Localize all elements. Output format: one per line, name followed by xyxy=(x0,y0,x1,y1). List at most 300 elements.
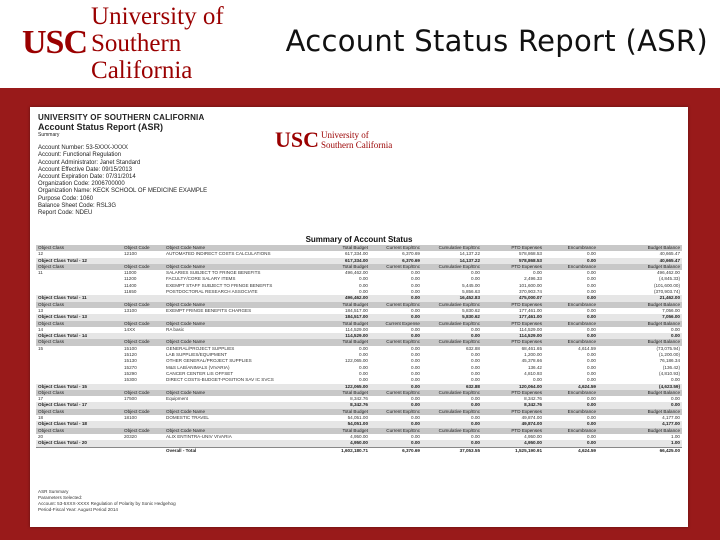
table-cell: POSTDOCTORAL RESEARCH ASSOCIATE xyxy=(166,289,258,295)
table-cell: Cumulative Exp/Enc xyxy=(422,409,482,415)
table-cell: Current Exp/Enc xyxy=(370,302,422,308)
table-cell: 136.42 xyxy=(527,364,542,370)
table-cell: Object Class xyxy=(36,302,122,308)
table-cell: 0.00 xyxy=(411,345,420,351)
table-cell: Total Budget xyxy=(314,409,370,415)
table-cell: 14 xyxy=(38,326,44,332)
slide-header xyxy=(0,0,720,88)
table-cell xyxy=(36,447,122,454)
table-cell: 0.00 xyxy=(471,415,480,421)
table-cell: Budget Balance xyxy=(598,390,682,396)
account-status-table xyxy=(36,245,682,454)
table-cell: 1.00 xyxy=(598,440,682,447)
table-cell: DIRECT COSTS-BUDGET-POSITION SAV IC SVCS xyxy=(166,377,274,383)
account-meta-line: Account: Functional Regulation xyxy=(38,152,122,159)
table-cell: 40,665.47 xyxy=(598,258,682,264)
table-cell: 8,342.76 xyxy=(482,402,544,408)
table-cell: Encumbrance xyxy=(544,409,598,415)
table-cell: 0.00 xyxy=(471,433,480,439)
table-cell: 0.00 xyxy=(587,352,596,358)
table-cell: 66,425.00 xyxy=(598,447,682,454)
table-cell: PTD Expenses xyxy=(482,321,544,327)
summary-title: Summary of Account Status xyxy=(305,235,413,244)
table-column-header-row xyxy=(36,339,682,345)
table-cell xyxy=(122,440,164,447)
table-cell: 0.00 xyxy=(359,352,368,358)
table-cell: 0.00 xyxy=(471,352,480,358)
table-cell: 0.00 xyxy=(411,358,420,364)
table-cell: 617,334.00 xyxy=(345,251,368,257)
table-cell: 122,065.00 xyxy=(314,384,370,390)
table-cell: Object Code Name xyxy=(164,321,314,327)
table-cell: 15300 xyxy=(124,377,137,383)
table-cell: AUTOMATED INDIRECT COSTS CALCULATIONS xyxy=(166,251,271,257)
table-cell: Object Class xyxy=(36,264,122,270)
table-cell: 8,342.76 xyxy=(350,396,368,402)
table-cell: Object Code Name xyxy=(164,390,314,396)
table-cell: 4,614.59 xyxy=(578,345,596,351)
column-header: PTD Expenses xyxy=(482,245,544,251)
table-cell: 0.00 xyxy=(359,370,368,376)
table-cell: Object Class Total - 14 xyxy=(36,333,122,339)
table-cell: 0.00 xyxy=(671,326,680,332)
table-cell: 0.00 xyxy=(587,396,596,402)
table-cell: FACULTY/CORE SALARY ITEMS xyxy=(166,276,236,282)
table-cell: Object Code Name xyxy=(164,428,314,434)
logo-line-2: Southern California xyxy=(91,29,193,84)
usc-logo-mark: USC xyxy=(22,24,88,61)
account-meta-line: Account Number: 53-5XXX-XXXX xyxy=(38,145,129,152)
table-cell: 496,462.00 xyxy=(345,270,368,276)
table-cell: Budget Balance xyxy=(598,264,682,270)
usc-logo xyxy=(22,2,272,84)
table-cell: 0.00 xyxy=(370,384,422,390)
table-cell: PTD Expenses xyxy=(482,390,544,396)
report-footer xyxy=(38,489,176,513)
table-cell: 0.00 xyxy=(587,377,596,383)
table-cell: 5,830.62 xyxy=(462,307,480,313)
table-cell: 76,186.34 xyxy=(659,358,680,364)
table-cell: 0.00 xyxy=(359,345,368,351)
table-cell: Object Code Name xyxy=(164,302,314,308)
table-cell: 0.00 xyxy=(587,433,596,439)
table-cell: Encumbrance xyxy=(544,302,598,308)
table-cell: 11650 xyxy=(124,289,137,295)
table-cell: ALIX ENTINTRA-UNIV VIVARIA xyxy=(166,433,232,439)
table-cell: 12 xyxy=(38,251,44,257)
table-cell: 0.00 xyxy=(544,333,598,339)
table-cell: Overall - Total xyxy=(164,447,314,454)
table-cell: 11200 xyxy=(124,276,137,282)
table-cell: Total Budget xyxy=(314,339,370,345)
footer-line: Period-Fiscal Year: August Period 2014 xyxy=(38,507,118,512)
table-cell: 0.00 xyxy=(411,289,420,295)
table-cell: Total Budget xyxy=(314,321,370,327)
table-cell: 1,525,190.91 xyxy=(482,447,544,454)
table-cell: 0.00 xyxy=(471,326,480,332)
table-cell: Object Code xyxy=(122,428,164,434)
table-cell: Object Class Total - 15 xyxy=(36,384,122,390)
table-cell: Object Class Total - 17 xyxy=(36,402,122,408)
table-cell: Cumulative Exp/Enc xyxy=(422,302,482,308)
footer-line: Account: 53-5XXX-XXXX Regulation of Polarity by Sonic Hedgehog xyxy=(38,501,176,506)
table-cell: 0.00 xyxy=(359,282,368,288)
table-cell: 5,830.62 xyxy=(422,314,482,320)
table-cell: 0.00 xyxy=(370,402,422,408)
table-cell: 4,177.00 xyxy=(598,421,682,427)
table-cell: 0.00 xyxy=(411,270,420,276)
table-cell: M&S LAB/ANIMALS (VIVARIA) xyxy=(166,364,230,370)
column-header: Object Code xyxy=(122,245,164,251)
table-cell xyxy=(122,447,164,454)
account-meta-list xyxy=(38,145,278,217)
table-cell: 0.00 xyxy=(422,333,482,339)
table-cell: PTD Expenses xyxy=(482,339,544,345)
table-cell: 15100 xyxy=(124,345,137,351)
table-cell: Budget Balance xyxy=(598,339,682,345)
report-logo-mark: USC xyxy=(275,127,320,152)
table-cell: 0.00 xyxy=(411,396,420,402)
table-cell: 5,856.63 xyxy=(462,289,480,295)
table-cell: 114,529.00 xyxy=(314,333,370,339)
table-cell: 0.00 xyxy=(587,282,596,288)
table-cell: 0.00 xyxy=(422,402,482,408)
table-cell: 49,874.00 xyxy=(521,415,542,421)
report-logo-line-1: University of xyxy=(321,130,369,140)
table-cell: Object Class Total - 11 xyxy=(36,295,122,301)
table-cell: 0.00 xyxy=(370,333,422,339)
table-cell: 0.00 xyxy=(359,364,368,370)
table-cell: EXEMPT FRINGE BENEFITS CHARGES xyxy=(166,307,252,313)
table-cell: 8,342.76 xyxy=(314,402,370,408)
table-cell: 0.00 xyxy=(411,326,420,332)
table-cell: 0.00 xyxy=(671,377,680,383)
table-cell: (4,845.33) xyxy=(659,276,680,282)
table-cell: Budget Balance xyxy=(598,302,682,308)
table-cell: Cumulative Exp/Enc xyxy=(422,321,482,327)
table-cell: 11000 xyxy=(124,270,137,276)
account-meta-line: Organization Name: KECK SCHOOL OF MEDICINE EXAMPLE xyxy=(38,188,208,195)
table-cell: 6,370.69 xyxy=(402,251,420,257)
table-cell: Equipment xyxy=(166,396,188,402)
table-cell: 0.00 xyxy=(471,270,480,276)
report-subtitle: Summary xyxy=(38,132,60,138)
column-header: Current Exp/Enc xyxy=(370,245,422,251)
table-cell: 0.00 xyxy=(359,276,368,282)
table-cell: Encumbrance xyxy=(544,321,598,327)
table-cell: 475,000.07 xyxy=(482,295,544,301)
table-cell: 0.00 xyxy=(471,364,480,370)
object-class-total-row xyxy=(36,440,682,447)
table-cell: 4,950.00 xyxy=(524,433,542,439)
footer-line: ASR Summary xyxy=(38,489,69,494)
table-cell: 16,452.83 xyxy=(422,295,482,301)
table-cell: Current Exp/Enc xyxy=(370,264,422,270)
account-meta-line: Report Code: NDEU xyxy=(38,210,93,217)
table-cell: 54,051.00 xyxy=(347,415,368,421)
table-cell: 0.00 xyxy=(370,295,422,301)
table-cell: Encumbrance xyxy=(544,339,598,345)
table-cell: Object Class xyxy=(36,428,122,434)
table-cell: 7,056.00 xyxy=(662,307,680,313)
table-cell: 49,874.00 xyxy=(482,421,544,427)
table-cell: Object Class xyxy=(36,409,122,415)
table-cell: 4,950.00 xyxy=(482,440,544,447)
report-usc-logo xyxy=(275,129,392,151)
table-cell: Object Class xyxy=(36,390,122,396)
table-cell: PTD Expenses xyxy=(482,409,544,415)
footer-line: Parameters Selected: xyxy=(38,495,83,500)
table-cell: 15 xyxy=(38,345,44,351)
table-cell: 20320 xyxy=(124,433,137,439)
account-meta-line: Account Expiration Date: 07/31/2014 xyxy=(38,174,136,181)
table-cell: 0.00 xyxy=(544,440,598,447)
table-cell: Cumulative Exp/Enc xyxy=(422,339,482,345)
table-cell: PTD Expenses xyxy=(482,428,544,434)
table-cell: 12100 xyxy=(124,251,137,257)
report-title: Account Status Report (ASR) xyxy=(38,122,164,132)
table-cell: 15120 xyxy=(124,352,137,358)
table-cell: 4,624.59 xyxy=(544,447,598,454)
table-cell: LAB SUPPLIES/EQUIPMENT xyxy=(166,352,228,358)
table-cell: 4,177.00 xyxy=(662,415,680,421)
table-cell: Object Code xyxy=(122,409,164,415)
table-cell: 0.00 xyxy=(587,251,596,257)
table-cell: 120,064.00 xyxy=(482,384,544,390)
table-cell: (4,810.93) xyxy=(659,370,680,376)
report-header-block xyxy=(38,113,278,217)
table-cell: Object Class Total - 18 xyxy=(36,421,122,427)
table-cell: 0.00 xyxy=(587,289,596,295)
table-cell: Current Exp/Enc xyxy=(370,428,422,434)
table-cell: Object Code xyxy=(122,264,164,270)
table-cell: Total Budget xyxy=(314,428,370,434)
table-cell: 0.00 xyxy=(471,370,480,376)
report-university: UNIVERSITY OF SOUTHERN CALIFORNIA xyxy=(38,113,205,122)
table-cell: 0.00 xyxy=(411,370,420,376)
table-cell: 15130 xyxy=(124,358,137,364)
table-cell: 0.00 xyxy=(598,402,682,408)
table-cell: 0.00 xyxy=(411,307,420,313)
column-header: Budget Balance xyxy=(598,245,682,251)
table-cell: 0.00 xyxy=(411,352,420,358)
table-cell: 0.00 xyxy=(471,396,480,402)
account-meta-line: Balance Sheet Code: RSL3G xyxy=(38,202,117,209)
table-cell: 114,529.00 xyxy=(345,326,368,332)
table-cell: 184,517.00 xyxy=(345,307,368,313)
table-cell: 0.00 xyxy=(587,370,596,376)
account-meta-line: Purpose Code: 1060 xyxy=(38,195,94,202)
table-cell: 0.00 xyxy=(411,377,420,383)
table-cell: 632.88 xyxy=(422,384,482,390)
table-cell: 496,462.00 xyxy=(314,295,370,301)
table-cell: Cumulative Exp/Enc xyxy=(422,428,482,434)
table-cell: 18100 xyxy=(124,415,137,421)
table-cell: 0.00 xyxy=(671,396,680,402)
table-cell: 4,950.00 xyxy=(350,433,368,439)
table-cell: CANCER CENTER LIS OFFSET xyxy=(166,370,234,376)
table-cell: OTHER GENERAL/PROJECT SUPPLIES xyxy=(166,358,252,364)
table-cell: 370,903.74 xyxy=(519,289,542,295)
table-cell: 15290 xyxy=(124,370,137,376)
table-cell: Object Code Name xyxy=(164,264,314,270)
table-cell: 101,600.00 xyxy=(519,282,542,288)
table-cell: (1,200.00) xyxy=(659,352,680,358)
table-cell: 0.00 xyxy=(370,314,422,320)
table-cell: 0.00 xyxy=(359,289,368,295)
table-cell: Object Code xyxy=(122,302,164,308)
table-cell: Object Class Total - 12 xyxy=(36,258,122,264)
logo-line-1: University of xyxy=(91,2,224,30)
usc-logo-wordmark xyxy=(91,3,272,84)
table-cell: 496,462.00 xyxy=(657,270,680,276)
table-cell: 0.00 xyxy=(411,364,420,370)
overall-total-row xyxy=(36,447,682,454)
table-cell: 0.00 xyxy=(411,433,420,439)
table-cell: PTD Expenses xyxy=(482,264,544,270)
table-cell: DOMESTIC TRAVEL xyxy=(166,415,209,421)
table-cell: 122,065.00 xyxy=(345,358,368,364)
table-column-header-row xyxy=(36,321,682,327)
table-cell: Budget Balance xyxy=(598,428,682,434)
table-cell: Encumbrance xyxy=(544,390,598,396)
table-cell: Current Expense xyxy=(370,321,422,327)
table-cell: Current Exp/Enc xyxy=(370,339,422,345)
table-cell: 4,624.59 xyxy=(544,384,598,390)
column-header: Total Budget xyxy=(314,245,370,251)
table-cell: (136.42) xyxy=(662,364,680,370)
table-cell: Cumulative Exp/Enc xyxy=(422,390,482,396)
table-cell: 0.00 xyxy=(587,326,596,332)
table-cell: Encumbrance xyxy=(544,264,598,270)
column-header: Object Class xyxy=(36,245,122,251)
table-cell: 14XX xyxy=(124,326,136,332)
report-logo-wordmark xyxy=(321,130,392,150)
table-cell: 0.00 xyxy=(587,307,596,313)
table-cell: 21,462.00 xyxy=(598,295,682,301)
table-cell: 14,137.22 xyxy=(422,258,482,264)
table-cell: 0.00 xyxy=(533,377,542,383)
table-cell: Object Code Name xyxy=(164,339,314,345)
table-cell: 0.00 xyxy=(411,276,420,282)
table-cell: 0.00 xyxy=(587,270,596,276)
table-cell: 6,370.69 xyxy=(370,258,422,264)
table-cell: 0.00 xyxy=(544,258,598,264)
table-cell: (101,600.00) xyxy=(653,282,680,288)
account-meta-line: Organization Code: 2006700000 xyxy=(38,181,125,188)
slide-title: Account Status Report (ASR) xyxy=(285,24,708,58)
table-cell: 6,370.69 xyxy=(370,447,422,454)
table-cell: 177,461.00 xyxy=(519,307,542,313)
table-cell: 578,868.53 xyxy=(519,251,542,257)
table-cell: 13 xyxy=(38,307,44,313)
table-cell: 0.00 xyxy=(359,377,368,383)
table-cell: Object Code Name xyxy=(164,409,314,415)
table-cell: Object Class Total - 13 xyxy=(36,314,122,320)
table-cell: (73,075.94) xyxy=(656,345,680,351)
table-cell: 0.00 xyxy=(411,415,420,421)
table-cell: 0.00 xyxy=(370,440,422,447)
table-cell: 0.00 xyxy=(370,421,422,427)
table-cell: 114,529.00 xyxy=(519,326,542,332)
table-cell: Encumbrance xyxy=(544,428,598,434)
table-cell: 15270 xyxy=(124,364,137,370)
table-cell: 617,334.00 xyxy=(314,258,370,264)
report-logo-line-2: Southern California xyxy=(321,140,393,150)
table-cell: 0.00 xyxy=(422,440,482,447)
account-meta-line: Account Effective Date: 09/15/2013 xyxy=(38,166,132,173)
table-cell: Object Class Total - 20 xyxy=(36,440,122,447)
table-cell: 0.00 xyxy=(587,364,596,370)
table-cell: 0.00 xyxy=(411,282,420,288)
table-cell: GENERAL/PROJECT SUPPLIES xyxy=(166,345,235,351)
table-cell: 8,342.76 xyxy=(524,396,542,402)
table-cell: 40,665.47 xyxy=(659,251,680,257)
table-cell: 5,445.00 xyxy=(462,282,480,288)
table-cell: 0.00 xyxy=(471,276,480,282)
table-cell: 13100 xyxy=(124,307,137,313)
table-cell: 184,517.00 xyxy=(314,314,370,320)
table-cell: 1.00 xyxy=(671,433,680,439)
table-cell: 177,461.00 xyxy=(482,314,544,320)
table-cell: 578,868.53 xyxy=(482,258,544,264)
table-cell: RA basic xyxy=(166,326,185,332)
column-header: Object Code Name xyxy=(164,245,314,251)
table-cell: Current Exp/Enc xyxy=(370,409,422,415)
table-cell: 0.00 xyxy=(587,415,596,421)
table-cell: 20 xyxy=(38,433,44,439)
table-column-header-row xyxy=(36,428,682,434)
table-cell: (4,623.59) xyxy=(598,384,682,390)
table-cell: 0.00 xyxy=(471,377,480,383)
table-cell: Total Budget xyxy=(314,390,370,396)
table-cell: Budget Balance xyxy=(598,409,682,415)
table-cell: Object Code xyxy=(122,339,164,345)
table-cell: Budget Balance xyxy=(598,321,682,327)
table-cell: 4,950.00 xyxy=(314,440,370,447)
table-cell: Current Exp/Enc xyxy=(370,390,422,396)
table-cell: PTD Expenses xyxy=(482,302,544,308)
table-cell: Object Class xyxy=(36,339,122,345)
table-cell: 54,051.00 xyxy=(314,421,370,427)
table-cell: Total Budget xyxy=(314,264,370,270)
table-cell: Cumulative Exp/Enc xyxy=(422,264,482,270)
table-cell: 1,200.00 xyxy=(524,352,542,358)
table-cell: EXEMPT STAFF SUBJECT TO FRINGE BENEFITS xyxy=(166,282,273,288)
table-cell: 11400 xyxy=(124,282,137,288)
table-cell: 0.00 xyxy=(544,421,598,427)
table-cell: 0.00 xyxy=(544,402,598,408)
table-cell: 1,602,180.71 xyxy=(314,447,370,454)
table-cell: 0.00 xyxy=(422,421,482,427)
table-cell: (370,903.74) xyxy=(653,289,680,295)
table-cell: 0.00 xyxy=(587,358,596,364)
table-cell: 0.00 xyxy=(544,295,598,301)
table-cell: 0.00 xyxy=(533,270,542,276)
table-cell: 632.88 xyxy=(465,345,480,351)
table-cell: 37,053.55 xyxy=(422,447,482,454)
account-meta-line: Account Administrator: Janet Standard xyxy=(38,159,141,166)
report-document xyxy=(30,107,688,527)
table-cell: 17500 xyxy=(124,396,137,402)
column-header: Cumulative Exp/Enc xyxy=(422,245,482,251)
table-cell: 14,137.22 xyxy=(459,251,480,257)
table-cell: 0.00 xyxy=(587,276,596,282)
table-cell xyxy=(164,440,314,447)
table-cell: 7,056.00 xyxy=(598,314,682,320)
table-cell: Object Code xyxy=(122,390,164,396)
table-cell: 17 xyxy=(38,396,44,402)
